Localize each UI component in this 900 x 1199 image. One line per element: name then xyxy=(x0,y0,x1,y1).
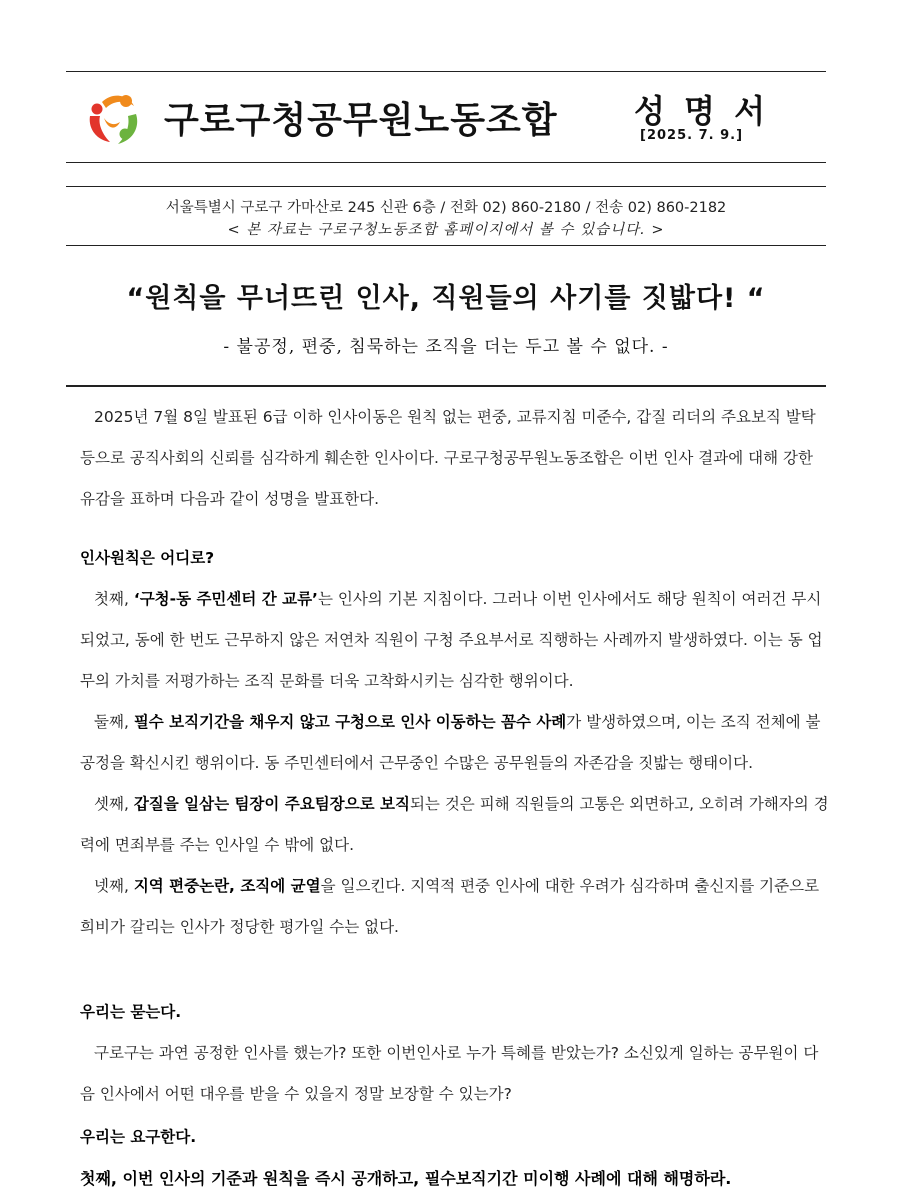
contact-top-rule xyxy=(66,186,826,187)
contact-bottom-rule xyxy=(66,245,826,246)
item-lead: 셋째, xyxy=(94,795,134,813)
item-lead: 넷째, xyxy=(94,877,134,895)
item-emphasis: 갑질을 일삼는 팀장이 주요팀장으로 보직 xyxy=(133,795,410,813)
headline-divider xyxy=(66,385,826,387)
statement-headline: “원칙을 무너뜨린 인사, 직원들의 사기를 짓밟다! “ xyxy=(126,283,766,314)
item-emphasis: 필수 보직기간을 채우지 않고 구청으로 인사 이동하는 꼼수 사례 xyxy=(133,713,567,731)
questions-paragraph: 구로구는 과연 공정한 인사를 했는가? 또한 이번인사로 누가 특혜를 받았는가? 소신있게 일하는 공무원이 다음 인사에서 어떤 대우를 받을 수 있을지 정말 보장할 수 있는가? xyxy=(80,1044,819,1103)
document-date: [2025. 7. 9.] xyxy=(640,128,744,143)
intro-section xyxy=(80,397,832,520)
section-demands xyxy=(80,1117,832,1199)
item-lead: 첫째, xyxy=(94,590,134,608)
item-text: 가 발생하였으며, 이는 조직 전체에 불공정을 확신시킨 행위이다. 동 주민센터에서 근무중인 수많은 공무원들의 자존감을 짓밟는 행태이다. xyxy=(80,713,821,772)
item-text: 는 인사의 기본 지침이다. 그러나 이번 인사에서도 해당 원칙이 여러건 무시되었고, 동에 한 번도 근무하지 않은 저연차 직원이 구청 주요부서로 직행하는 사례까지 발생하였다. 이는 동 업무의 가치를 저평가하는 조직 문화를 더욱 고착화시키는 심각한 행위이다. xyxy=(80,590,823,690)
contact-address: 서울특별시 구로구 가마산로 245 신관 6층 / 전화 02) 860-2180 / 전송 02) 860-2182 xyxy=(165,200,727,216)
document-type-title: 성 명 서 xyxy=(634,92,770,130)
intro-paragraph: 2025년 7월 8일 발표된 6급 이하 인사이동은 원칙 없는 편중, 교류지침 미준수, 갑질 리더의 주요보직 발탁 등으로 공직사회의 신뢰를 심각하게 훼손한 인사이다. 구로구청공무원노동조합은 이번 인사 결과에 대해 강한 유감을 표하며 다음과 같이 성명을 발표한다. xyxy=(80,408,816,508)
homepage-notice: < 본 자료는 구로구청노동조합 홈페이지에서 볼 수 있습니다. > xyxy=(227,222,665,238)
item-first xyxy=(80,579,832,702)
header-bottom-rule xyxy=(66,162,826,163)
section-questions xyxy=(80,992,832,1115)
section-principles xyxy=(80,538,832,948)
union-logo-icon xyxy=(84,88,142,146)
item-fourth xyxy=(80,866,832,948)
item-second xyxy=(80,702,832,784)
section-title-questions: 우리는 묻는다. xyxy=(80,1003,182,1021)
section-title-demands: 우리는 요구한다. xyxy=(80,1128,197,1146)
item-lead: 둘째, xyxy=(94,713,134,731)
letterhead xyxy=(66,72,826,162)
item-emphasis: 지역 편중논란, 조직에 균열 xyxy=(133,877,321,895)
item-third xyxy=(80,784,832,866)
section-title-principles: 인사원칙은 어디로? xyxy=(80,549,215,567)
demand-first: 첫째, 이번 인사의 기준과 원칙을 즉시 공개하고, 필수보직기간 미이행 사례에 대해 해명하라. xyxy=(80,1169,732,1188)
item-text: 되는 것은 피해 직원들의 고통은 외면하고, 오히려 가해자의 경력에 면죄부를 주는 인사일 수 밖에 없다. xyxy=(80,795,829,854)
item-emphasis: ‘구청-동 주민센터 간 교류’ xyxy=(133,590,318,608)
item-text: 을 일으킨다. 지역적 편중 인사에 대한 우려가 심각하며 출신지를 기준으로 희비가 갈리는 인사가 정당한 평가일 수는 없다. xyxy=(80,877,820,936)
statement-subheadline: - 불공정, 편중, 침묵하는 조직을 더는 두고 볼 수 없다. - xyxy=(223,337,669,357)
union-name: 구로구청공무원노동조합 xyxy=(164,100,558,141)
